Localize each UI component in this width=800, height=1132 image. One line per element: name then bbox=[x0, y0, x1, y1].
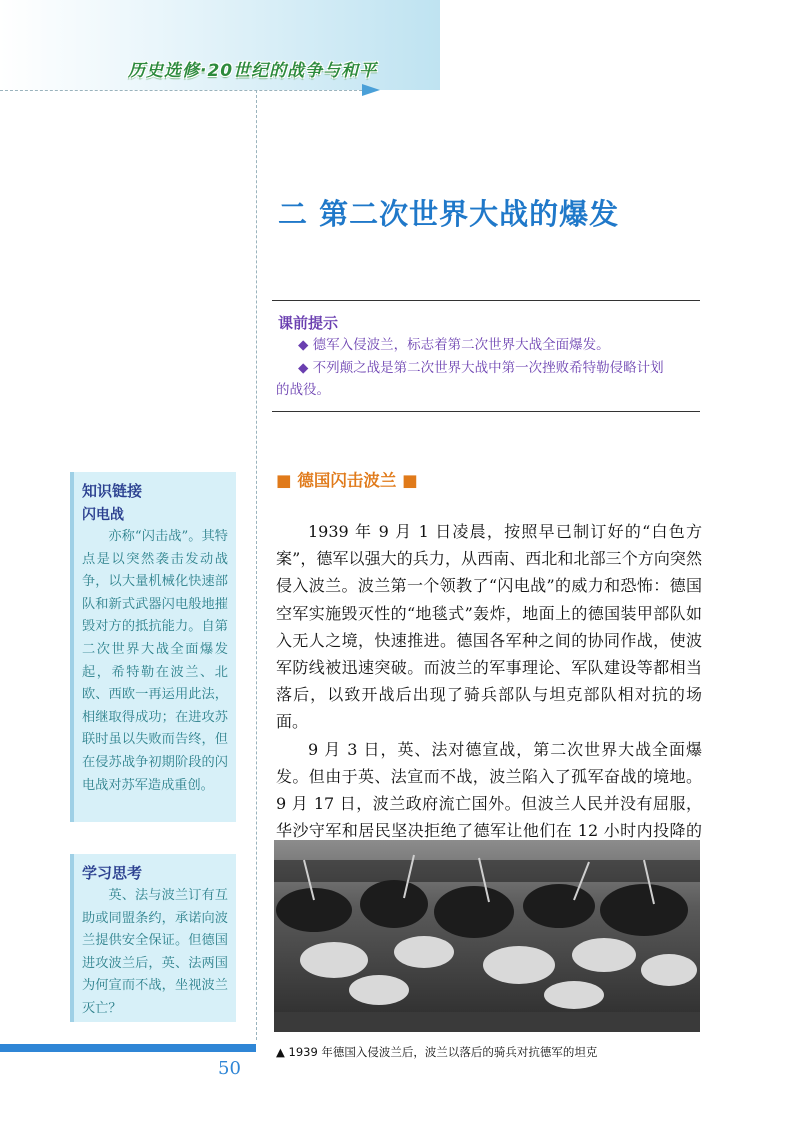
knowledge-link-title: 知识链接 bbox=[82, 482, 143, 500]
preview-item: ◆ 不列颠之战是第二次世界大战中第一次挫败希特勒侵略计划 bbox=[298, 360, 664, 376]
paragraph: 1939 年 9 月 1 日凌晨，按照早已制订好的“白色方案”，德军以强大的兵力，从西南、西北和北部三个方向突然侵入波兰。波兰第一个领教了“闪电战”的威力和恐怖：德国空军实施毁灭性的“地毯式”轰炸，地面上的德国装甲部队如入无人之境，快速推进。德国各军种之间的协同作战，使波军防线被迅速突破。而波兰的军事理论、军队建设等都相当落后，以致开战后出现了骑兵部队与坦克部队相对抗的场面。 bbox=[276, 522, 702, 732]
cavalry-photo bbox=[274, 840, 700, 1032]
paragraph: 9 月 3 日，英、法对德宣战，第二次世界大战全面爆发。但由于英、法宣而不战，波兰陷入了孤军奋战的境地。9 月 17 日，波兰政府流亡国外。但波兰人民并没有屈服，华沙守军和居民坚决拒绝了德军让他们在 12 小时内投降的 bbox=[276, 739, 702, 841]
column-divider bbox=[256, 90, 257, 1040]
preview-item: 的战役。 bbox=[276, 382, 330, 398]
knowledge-link-subtitle: 闪电战 bbox=[82, 507, 124, 523]
preview-item: ◆ 德军入侵波兰，标志着第二次世界大战全面爆发。 bbox=[298, 337, 610, 353]
knowledge-link-text: 亦称“闪击战”。其特点是以突然袭击发动战争，以大量机械化快速部队和新式武器闪电般地摧毁对方的抵抗能力。自第二次世界大战全面爆发起，希特勒在波兰、北欧、西欧一再运用此法，相继取得成功；在进攻苏联时虽以失败而告终，但在侵苏战争初期阶段的闪电战对苏军造成重创。 bbox=[82, 529, 228, 793]
study-question-text: 英、法与波兰订有互助或同盟条约，承诺向波兰提供安全保证。但德国进攻波兰后，英、法两国为何宣而不战，坐视波兰灭亡？ bbox=[82, 888, 228, 1016]
photo-caption: ▲ 1939 年德国入侵波兰后，波兰以落后的骑兵对抗德军的坦克 bbox=[276, 1045, 598, 1059]
cavalry-photo-image bbox=[274, 840, 700, 1032]
page-number: 50 bbox=[218, 1058, 241, 1079]
preview-box bbox=[272, 300, 700, 412]
header-divider bbox=[0, 90, 372, 91]
body-text bbox=[276, 518, 702, 872]
section-heading: ■ 德国闪击波兰 ■ bbox=[276, 471, 418, 490]
footer-bar bbox=[0, 1044, 256, 1052]
lesson-title: 二 第二次世界大战的爆发 bbox=[278, 197, 620, 231]
arrow-icon bbox=[362, 84, 380, 96]
book-title: 历史选修·20世纪的战争与和平 bbox=[128, 61, 378, 81]
study-question-title: 学习思考 bbox=[82, 864, 143, 882]
study-question-box bbox=[70, 854, 236, 1022]
preview-heading: 课前提示 bbox=[278, 314, 339, 332]
knowledge-link-box bbox=[70, 472, 236, 822]
